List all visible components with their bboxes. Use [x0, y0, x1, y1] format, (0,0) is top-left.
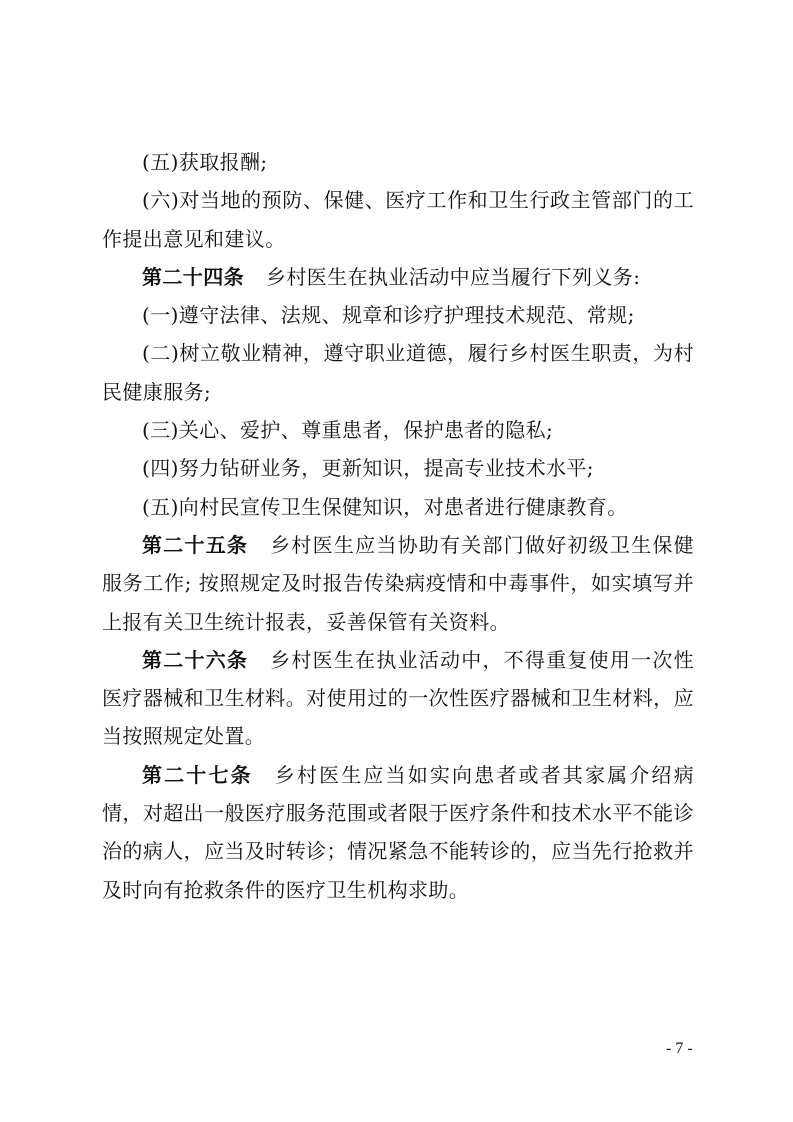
- paragraph-text: (三)关心、爱护、尊重患者，保护患者的隐私;: [142, 418, 554, 443]
- paragraph: [102, 296, 694, 334]
- paragraph-text: (一)遵守法律、法规、规章和诊疗护理技术规范、常规;: [142, 303, 635, 328]
- paragraph-text: (六)对当地的预防、保健、医疗工作和卫生行政主管部门的工作提出意见和建议。: [102, 188, 694, 251]
- paragraph-text: 乡村医生在执业活动中，不得重复使用一次性医疗器械和卫生材料。对使用过的一次性医疗器械和卫生材料，应当按照规定处置。: [102, 647, 695, 749]
- paragraph: [102, 756, 694, 909]
- article-heading: 第二十五条: [142, 532, 249, 557]
- paragraph: [102, 411, 694, 449]
- article-heading: 第二十七条: [142, 762, 253, 787]
- paragraph: [102, 181, 694, 258]
- paragraph-text: (五)获取报酬;: [142, 150, 268, 174]
- paragraph: [102, 143, 694, 181]
- paragraph: [102, 258, 694, 296]
- article-heading: 第二十六条: [142, 647, 249, 672]
- paragraph-text: (四)努力钻研业务，更新知识，提高专业技术水平;: [142, 456, 594, 481]
- paragraph-text: 乡村医生在执业活动中应当履行下列义务:: [266, 264, 641, 289]
- paragraph: [102, 641, 694, 756]
- paragraph-text: (五)向村民宣传卫生保健知识，对患者进行健康教育。: [142, 494, 628, 519]
- paragraph: [102, 526, 694, 641]
- paragraph-text: 乡村医生应当协助有关部门做好初级卫生保健服务工作; 按照规定及时报告传染病疫情和中毒事件，如实填写并上报有关卫生统计报表，妥善保管有关资料。: [102, 532, 695, 634]
- page-number: - 7 -: [666, 1040, 693, 1057]
- paragraph: [102, 488, 694, 526]
- paragraph: [102, 334, 694, 411]
- paragraph: [102, 449, 694, 487]
- article-heading: 第二十四条: [142, 264, 244, 289]
- document-body: [102, 143, 694, 909]
- paragraph-text: (二)树立敬业精神，遵守职业道德，履行乡村医生职责，为村民健康服务;: [102, 341, 694, 404]
- paragraph-text: 乡村医生应当如实向患者或者其家属介绍病情，对超出一般医疗服务范围或者限于医疗条件和技术水平不能诊治的病人，应当及时转诊；情况紧急不能转诊的，应当先行抢救并及时向有抢救条件的医疗卫生机构求助。: [102, 762, 694, 902]
